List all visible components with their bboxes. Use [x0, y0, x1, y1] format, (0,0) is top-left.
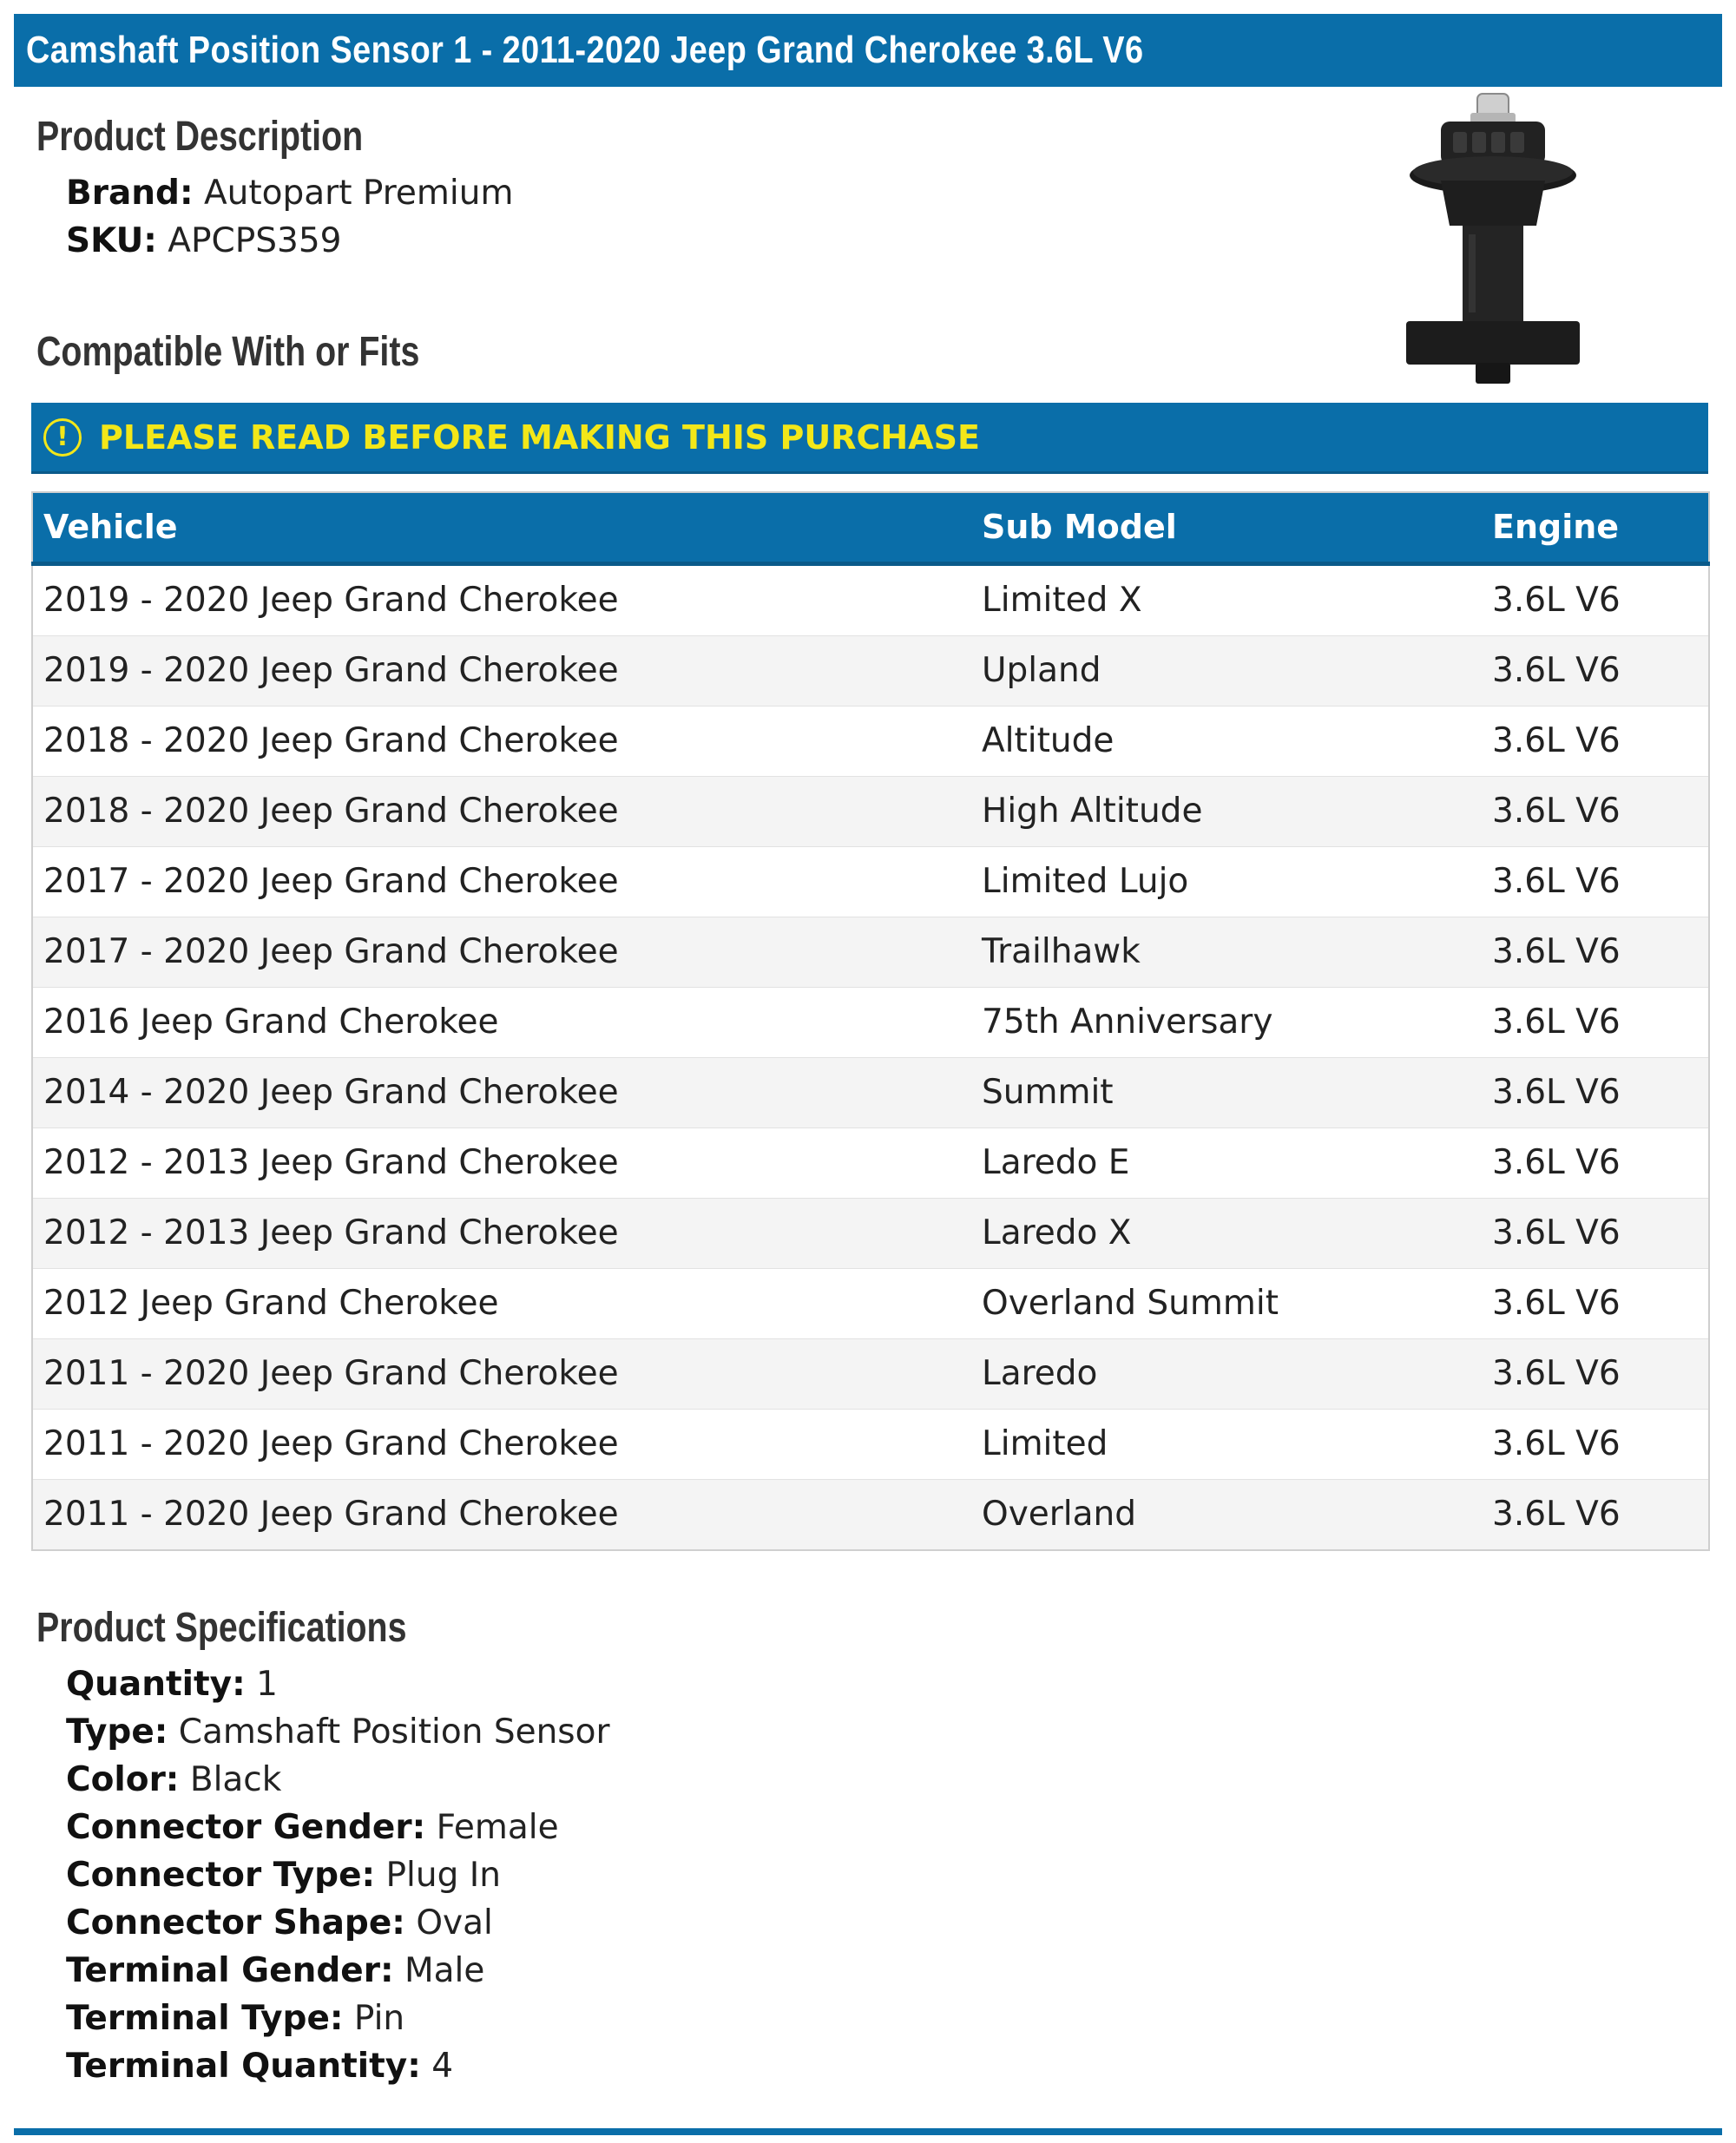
spec-value: Black — [189, 1760, 282, 1799]
sku-value: APCPS359 — [168, 221, 342, 260]
sub-model-cell: Laredo E — [971, 1127, 1482, 1198]
spec-row-color — [66, 1756, 281, 1804]
spec-row-connector-type — [66, 1851, 501, 1899]
table-row — [32, 987, 1709, 1057]
spec-label: Terminal Quantity: — [66, 2047, 421, 2086]
table-row — [32, 1409, 1709, 1479]
engine-cell: 3.6L V6 — [1482, 1127, 1709, 1198]
vehicle-cell: 2017 - 2020 Jeep Grand Cherokee — [32, 917, 971, 987]
sub-model-cell: High Altitude — [971, 776, 1482, 846]
sku-label: SKU: — [66, 221, 157, 260]
spec-row-connector-shape — [66, 1899, 493, 1947]
vehicle-cell: 2018 - 2020 Jeep Grand Cherokee — [32, 706, 971, 776]
spec-row-terminal-type — [66, 1995, 404, 2042]
spec-label: Color: — [66, 1760, 180, 1799]
spec-label: Connector Shape: — [66, 1903, 405, 1943]
table-row — [32, 563, 1709, 635]
specifications-heading: Product Specifications — [36, 1605, 407, 1651]
spec-value: Camshaft Position Sensor — [178, 1712, 610, 1752]
spec-label: Connector Gender: — [66, 1808, 426, 1847]
spec-row-quantity — [66, 1660, 278, 1708]
spec-value: 1 — [256, 1665, 278, 1704]
vehicle-cell: 2019 - 2020 Jeep Grand Cherokee — [32, 563, 971, 635]
sub-model-cell: Overland Summit — [971, 1268, 1482, 1338]
table-row — [32, 1338, 1709, 1409]
table-row — [32, 917, 1709, 987]
purchase-notice-text: PLEASE READ BEFORE MAKING THIS PURCHASE — [99, 417, 980, 457]
sub-model-cell: Laredo X — [971, 1198, 1482, 1268]
brand-value: Autopart Premium — [203, 174, 514, 213]
sub-model-cell: Altitude — [971, 706, 1482, 776]
brand-label: Brand: — [66, 174, 194, 213]
spec-label: Connector Type: — [66, 1856, 376, 1895]
sub-model-cell: Limited X — [971, 563, 1482, 635]
engine-cell: 3.6L V6 — [1482, 987, 1709, 1057]
sub-model-cell: 75th Anniversary — [971, 987, 1482, 1057]
engine-cell: 3.6L V6 — [1482, 846, 1709, 917]
page-title: Camshaft Position Sensor 1 - 2011-2020 Jeep Grand Cherokee 3.6L V6 — [26, 29, 1144, 71]
spec-row-type — [66, 1708, 610, 1756]
engine-cell: 3.6L V6 — [1482, 563, 1709, 635]
vehicle-cell: 2012 - 2013 Jeep Grand Cherokee — [32, 1198, 971, 1268]
column-header-engine: Engine — [1482, 492, 1709, 563]
sku-row — [66, 217, 341, 265]
spec-value: Pin — [353, 1999, 405, 2038]
engine-cell: 3.6L V6 — [1482, 1409, 1709, 1479]
engine-cell: 3.6L V6 — [1482, 917, 1709, 987]
vehicle-cell: 2012 - 2013 Jeep Grand Cherokee — [32, 1127, 971, 1198]
engine-cell: 3.6L V6 — [1482, 1268, 1709, 1338]
page-title-bar — [14, 14, 1722, 87]
engine-cell: 3.6L V6 — [1482, 1057, 1709, 1127]
footer-divider — [14, 2128, 1722, 2135]
sub-model-cell: Limited Lujo — [971, 846, 1482, 917]
table-row — [32, 1268, 1709, 1338]
spec-label: Type: — [66, 1712, 168, 1752]
engine-cell: 3.6L V6 — [1482, 1198, 1709, 1268]
table-row — [32, 1127, 1709, 1198]
product-image — [1380, 87, 1606, 391]
sub-model-cell: Limited — [971, 1409, 1482, 1479]
engine-cell: 3.6L V6 — [1482, 706, 1709, 776]
spec-value: Oval — [416, 1903, 493, 1943]
vehicle-cell: 2017 - 2020 Jeep Grand Cherokee — [32, 846, 971, 917]
table-row — [32, 635, 1709, 706]
vehicle-cell: 2018 - 2020 Jeep Grand Cherokee — [32, 776, 971, 846]
table-row — [32, 706, 1709, 776]
spec-row-terminal-gender — [66, 1947, 484, 1995]
brand-row — [66, 169, 513, 217]
vehicle-cell: 2012 Jeep Grand Cherokee — [32, 1268, 971, 1338]
sub-model-cell: Overland — [971, 1479, 1482, 1550]
purchase-notice-banner — [31, 403, 1708, 474]
vehicle-cell: 2014 - 2020 Jeep Grand Cherokee — [32, 1057, 971, 1127]
engine-cell: 3.6L V6 — [1482, 1479, 1709, 1550]
spec-value: Plug In — [385, 1856, 501, 1895]
product-description-heading: Product Description — [36, 114, 364, 160]
table-row — [32, 846, 1709, 917]
vehicle-cell: 2016 Jeep Grand Cherokee — [32, 987, 971, 1057]
engine-cell: 3.6L V6 — [1482, 1338, 1709, 1409]
vehicle-cell: 2019 - 2020 Jeep Grand Cherokee — [32, 635, 971, 706]
spec-label: Quantity: — [66, 1665, 246, 1704]
warning-icon: ! — [43, 418, 82, 457]
column-header-vehicle: Vehicle — [32, 492, 971, 563]
table-row — [32, 1479, 1709, 1550]
compatibility-heading: Compatible With or Fits — [36, 329, 420, 375]
sub-model-cell: Upland — [971, 635, 1482, 706]
spec-label: Terminal Gender: — [66, 1951, 394, 1990]
spec-label: Terminal Type: — [66, 1999, 344, 2038]
vehicle-cell: 2011 - 2020 Jeep Grand Cherokee — [32, 1409, 971, 1479]
spec-row-connector-gender — [66, 1804, 559, 1851]
table-header-row — [32, 492, 1709, 563]
table-row — [32, 1198, 1709, 1268]
table-row — [32, 1057, 1709, 1127]
engine-cell: 3.6L V6 — [1482, 776, 1709, 846]
vehicle-cell: 2011 - 2020 Jeep Grand Cherokee — [32, 1479, 971, 1550]
column-header-sub-model: Sub Model — [971, 492, 1482, 563]
sub-model-cell: Trailhawk — [971, 917, 1482, 987]
spec-row-terminal-quantity — [66, 2042, 453, 2090]
sub-model-cell: Laredo — [971, 1338, 1482, 1409]
sub-model-cell: Summit — [971, 1057, 1482, 1127]
spec-value: 4 — [431, 2047, 454, 2086]
fitment-table — [31, 491, 1710, 1551]
vehicle-cell: 2011 - 2020 Jeep Grand Cherokee — [32, 1338, 971, 1409]
table-row — [32, 776, 1709, 846]
spec-value: Male — [404, 1951, 485, 1990]
spec-value: Female — [436, 1808, 559, 1847]
engine-cell: 3.6L V6 — [1482, 635, 1709, 706]
